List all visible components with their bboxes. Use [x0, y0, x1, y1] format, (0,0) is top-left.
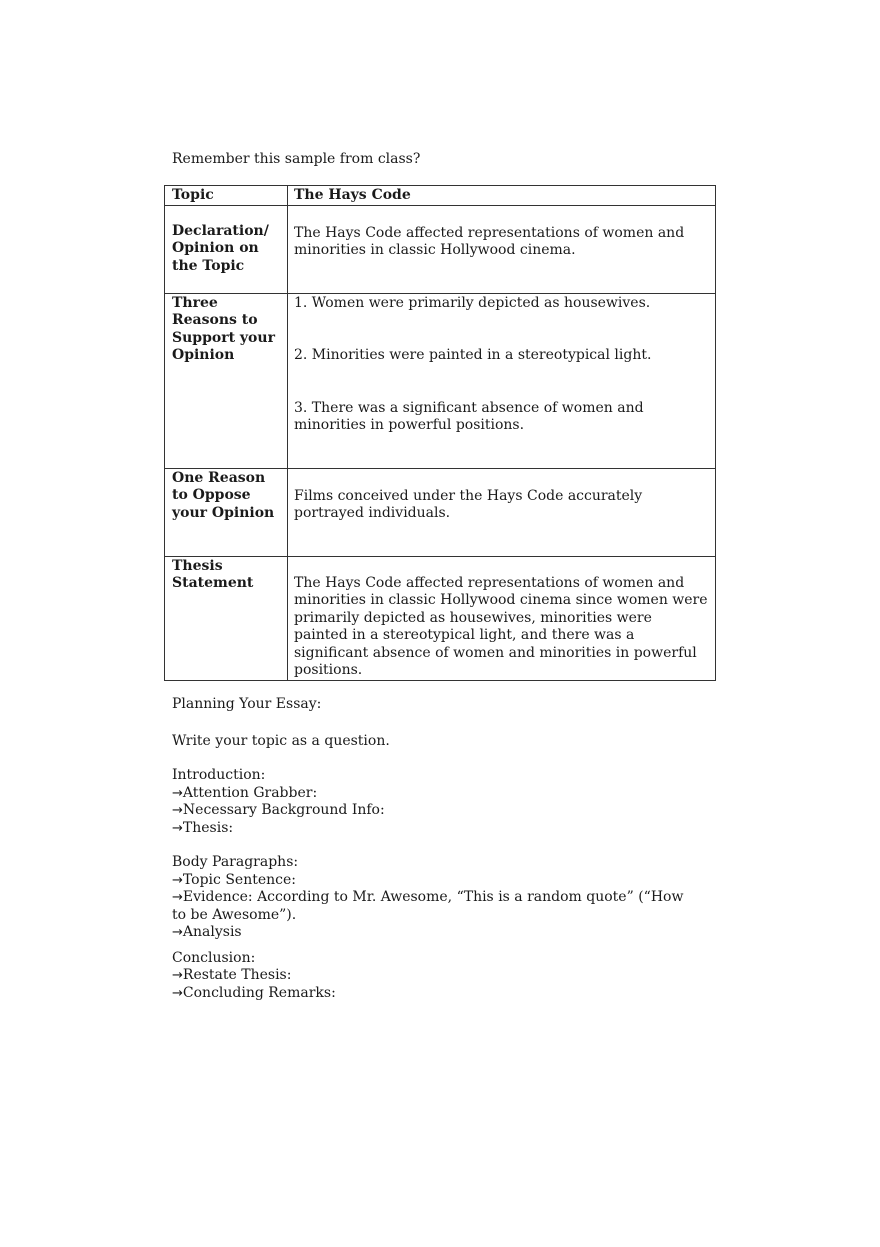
oppose-label: One Reason to Oppose your Opinion [172, 469, 275, 521]
oppose-label-cell [165, 468, 288, 556]
arrow-right-icon: → [172, 968, 183, 983]
list-item [172, 967, 692, 985]
planning-instruction: Write your topic as a question. [172, 732, 390, 749]
table-row-oppose [165, 468, 716, 556]
list-item [172, 802, 692, 820]
concluding-remarks-label: Concluding Remarks: [182, 984, 336, 1001]
header-cell-left [165, 186, 288, 206]
table-row-reasons [165, 293, 716, 468]
arrow-right-icon: → [172, 785, 183, 801]
list-item [172, 820, 692, 838]
evidence-label: Evidence: According to Mr. Awesome, “This is a random quote” (“How to be Awesome”). [172, 889, 684, 923]
list-item [172, 872, 692, 890]
reasons-text-cell [288, 293, 716, 468]
arrow-right-icon: → [172, 820, 183, 836]
declaration-text: The Hays Code affected representations of women and minorities in classic Hollywood cinema. [294, 224, 685, 258]
oppose-text-cell [288, 468, 716, 556]
reason-item-2: 2. Minorities were painted in a stereotypical light. [294, 347, 652, 363]
table-row-declaration [165, 205, 716, 293]
thesis-text: The Hays Code affected representations of women and minorities in classic Hollywood cinema since women were primarily depicted as housewives, minorities were painted in a stereotypical light, and there was a significant absence of women and minorities in powerful positions. [294, 574, 708, 678]
restate-thesis-label: Restate Thesis: [182, 967, 292, 983]
table-row-header [165, 186, 716, 206]
thesis-label-cell [165, 556, 288, 680]
arrow-right-icon: → [172, 872, 183, 888]
list-item [172, 785, 692, 803]
reason-item-3: 3. There was a significant absence of women and minorities in powerful positions. [294, 399, 644, 433]
topic-sentence-label: Topic Sentence: [182, 871, 296, 888]
introduction-heading: Introduction: [172, 767, 266, 783]
declaration-text-cell [288, 205, 716, 293]
reasons-label-cell [165, 293, 288, 468]
declaration-label: Declaration/ Opinion on the Topic [172, 222, 269, 274]
header-cell-right [288, 186, 716, 206]
arrow-right-icon: → [172, 803, 183, 818]
arrow-right-icon: → [172, 985, 183, 1001]
list-item [172, 889, 692, 924]
header-topic-value: The Hays Code [294, 187, 411, 203]
body-paragraphs-heading: Body Paragraphs: [172, 854, 299, 870]
intro-text: Remember this sample from class? [172, 151, 421, 167]
table-row-thesis [165, 556, 716, 680]
conclusion-heading: Conclusion: [172, 949, 256, 966]
thesis-text-cell [288, 556, 716, 680]
thesis-label: Thesis Statement [172, 557, 254, 591]
list-item [172, 924, 692, 942]
arrow-right-icon: → [172, 925, 183, 940]
header-label-topic: Topic [172, 187, 214, 203]
analysis-label: Analysis [182, 924, 242, 940]
thesis-sample-table [164, 185, 716, 681]
intro-thesis-label: Thesis: [182, 819, 234, 836]
reason-item-1: 1. Women were primarily depicted as housewives. [294, 294, 651, 311]
attention-grabber-label: Attention Grabber: [182, 784, 318, 801]
reasons-label: Three Reasons to Support your Opinion [172, 294, 275, 363]
declaration-label-cell [165, 205, 288, 293]
arrow-right-icon: → [172, 890, 183, 905]
planning-heading: Planning Your Essay: [172, 696, 322, 712]
background-info-label: Necessary Background Info: [182, 802, 385, 818]
planning-section [172, 696, 692, 1002]
oppose-text: Films conceived under the Hays Code accurately portrayed individuals. [294, 487, 643, 521]
list-item [172, 985, 692, 1003]
